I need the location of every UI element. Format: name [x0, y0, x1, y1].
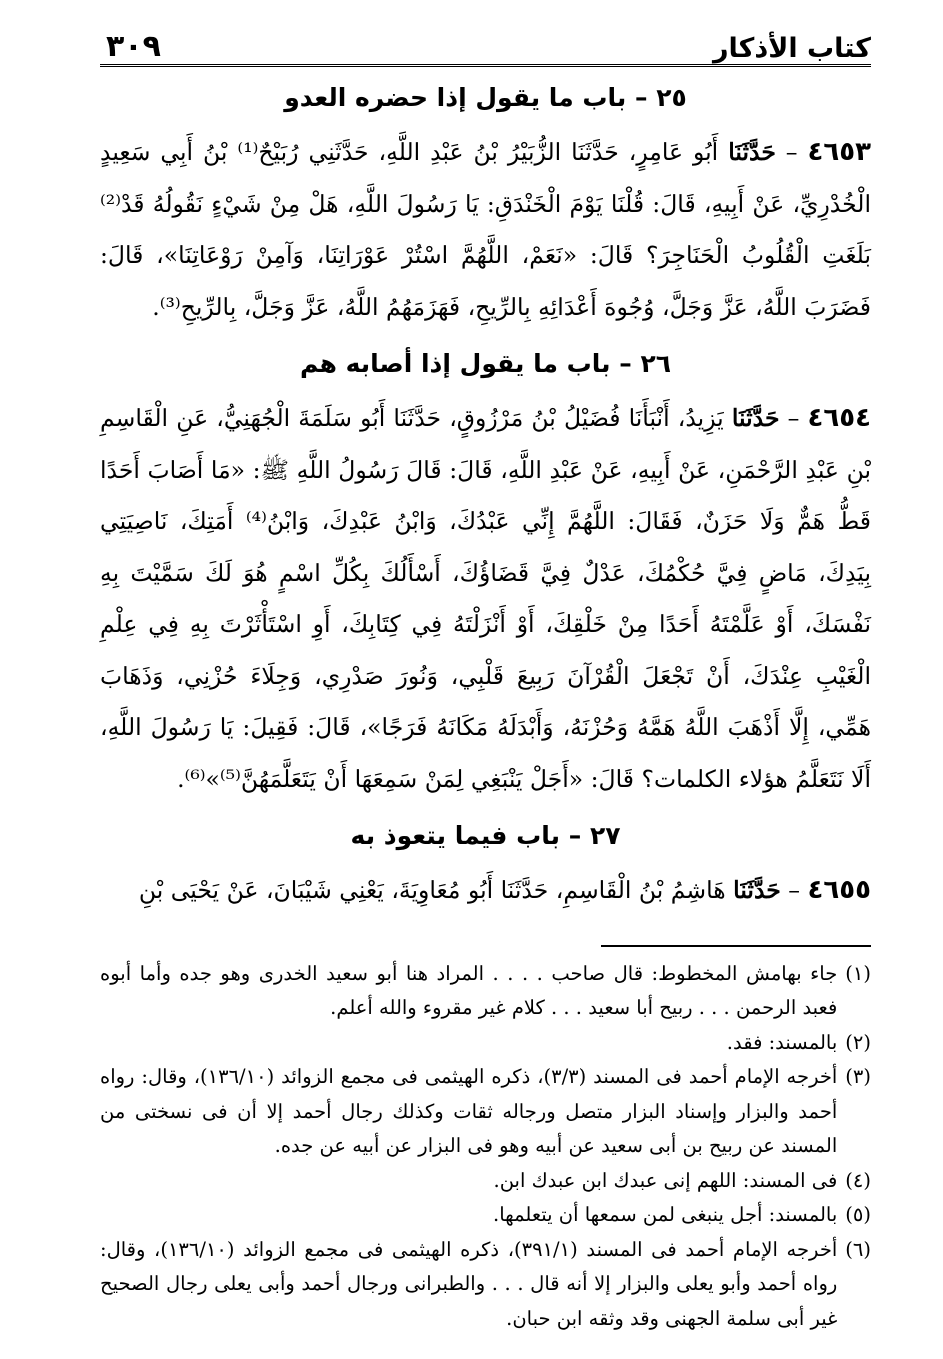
footnote-marker: (٥): [845, 1203, 871, 1226]
footnote-marker: (١): [845, 961, 871, 985]
footnote-text: بالمسند: فقد.: [726, 1030, 838, 1054]
footnote-text: بالمسند: أجل ينبغى لمن سمعها أن يتعلمها.: [493, 1203, 838, 1226]
hadith-text: أَبُو عَامِرٍ، حَدَّثَنَا الزُّبَيْرُ بْنُ عَبْدِ اللَّهِ، حَدَّثَنِي رُبَيْحٌ⁽¹⁾ بْنُ أَبِي سَعِيدٍ الْخُدْرِيِّ، عَنْ أَبِيهِ، قَالَ: قُلْنَا يَوْمَ الْخَنْدَقِ: يَا رَسُولَ اللَّهِ، هَلْ مِنْ شَيْءٍ نَقُولُهُ قَدْ⁽²⁾ بَلَغَتِ الْقُلُوبُ الْحَنَاجِرَ؟ قَالَ: «نَعَمْ، اللَّهُمَّ اسْتُرْ عَوْرَاتِنَا، وَآمِنْ رَوْعَاتِنَا»، قَالَ: فَضَرَبَ اللَّهُ، عَزَّ وَجَلَّ، وُجُوهَ أَعْدَائِهِ بِالرِّيحِ، فَهَزَمَهُمُ اللَّهُ، عَزَّ وَجَلَّ، بِالرِّيحِ⁽³⁾.: [100, 138, 871, 321]
footnote: [100, 1026, 871, 1061]
hadith-number: ٤٦٥٣: [807, 137, 871, 167]
hadith-paragraph: ٤٦٥٤ – حَدَّثَنَا يَزِيدُ، أَنْبَأَنَا فُضَيْلُ بْنُ مَرْزُوقٍ، حَدَّثَنَا أَبُو سَلَمَةَ الْجُهَنِيُّ، عَنِ الْقَاسِمِ بْنِ عَبْدِ الرَّحْمَنِ، عَنْ أَبِيهِ، عَنْ عَبْدِ اللَّهِ، قَالَ: قَالَ رَسُولُ اللَّهِ ﷺ: «مَا أَصَابَ أَحَدًا قَطُّ هَمٌّ وَلَا حَزَنٌ، فَقَالَ: اللَّهُمَّ إِنِّي عَبْدُكَ، وَابْنُ عَبْدِكَ، وَابْنُ⁽⁴⁾ أَمَتِكَ، نَاصِيَتِي بِيَدِكَ، مَاضٍ فِيَّ حُكْمُكَ، عَدْلٌ فِيَّ قَضَاؤُكَ، أَسْأَلُكَ بِكُلِّ اسْمٍ هُوَ لَكَ سَمَّيْتَ بِهِ نَفْسَكَ، أَوْ عَلَّمْتَهُ أَحَدًا مِنْ خَلْقِكَ، أَوْ أَنْزَلْتَهُ فِي كِتَابِكَ، أَوِ اسْتَأْثَرْتَ بِهِ فِي عِلْمِ الْغَيْبِ عِنْدَكَ، أَنْ تَجْعَلَ الْقُرْآنَ رَبِيعَ قَلْبِي، وَنُورَ صَدْرِي، وَجِلَاءَ حُزْنِي، وَذَهَابَ هَمِّي، إِلَّا أَذْهَبَ اللَّهُ هَمَّهُ وَحُزْنَهُ، وَأَبْدَلَهُ مَكَانَهُ فَرَجًا»، قَالَ: فَقِيلَ: يَا رَسُولَ اللَّهِ، أَلَا نَتَعَلَّمُ هؤلاء الكلمات؟ قَالَ: «أَجَلْ يَنْبَغِي لِمَنْ سَمِعَهَا أَنْ يَتَعَلَّمَهُنَّ⁽⁵⁾»⁽⁶⁾.: [100, 403, 872, 793]
footnote: [100, 1233, 871, 1337]
hadith-text: يَزِيدُ، أَنْبَأَنَا فُضَيْلُ بْنُ مَرْزُوقٍ، حَدَّثَنَا أَبُو سَلَمَةَ الْجُهَنِيُّ، عَنِ الْقَاسِمِ بْنِ عَبْدِ الرَّحْمَنِ، عَنْ أَبِيهِ، عَنْ عَبْدِ اللَّهِ، قَالَ: قَالَ رَسُولُ اللَّهِ ﷺ: «مَا أَصَابَ أَحَدًا قَطُّ هَمٌّ وَلَا حَزَنٌ، فَقَالَ: اللَّهُمَّ إِنِّي عَبْدُكَ، وَابْنُ عَبْدِكَ، وَابْنُ⁽⁴⁾ أَمَتِكَ، نَاصِيَتِي بِيَدِكَ، مَاضٍ فِيَّ حُكْمُكَ، عَدْلٌ فِيَّ قَضَاؤُكَ، أَسْأَلُكَ بِكُلِّ اسْمٍ هُوَ لَكَ سَمَّيْتَ بِهِ نَفْسَكَ، أَوْ عَلَّمْتَهُ أَحَدًا مِنْ خَلْقِكَ، أَوْ أَنْزَلْتَهُ فِي كِتَابِكَ، أَوِ اسْتَأْثَرْتَ بِهِ فِي عِلْمِ الْغَيْبِ عِنْدَكَ، أَنْ تَجْعَلَ الْقُرْآنَ رَبِيعَ قَلْبِي، وَنُورَ صَدْرِي، وَجِلَاءَ حُزْنِي، وَذَهَابَ هَمِّي، إِلَّا أَذْهَبَ اللَّهُ هَمَّهُ وَحُزْنَهُ، وَأَبْدَلَهُ مَكَانَهُ فَرَجًا»، قَالَ: فَقِيلَ: يَا رَسُولَ اللَّهِ، أَلَا نَتَعَلَّمُ هؤلاء الكلمات؟ قَالَ: «أَجَلْ يَنْبَغِي لِمَنْ سَمِعَهَا أَنْ يَتَعَلَّمَهُنَّ⁽⁵⁾»⁽⁶⁾.: [100, 404, 872, 793]
hadith-number: ٤٦٥٤: [807, 403, 871, 433]
footnote-marker: (٣): [845, 1065, 871, 1088]
footnote-marker: (٦): [845, 1237, 871, 1261]
footnote-divider: [601, 945, 871, 947]
chapter-heading: ٢٧ – باب فيما يتعوذ به: [350, 821, 621, 850]
footnote-text: جاء بهامش المخطوط: قال صاحب . . . . المراد هنا أبو سعيد الخدرى وهو جده وأما أبوه فعبد الرحمن . . . ربيح أبا سعيد . . . كلام غير مقروء والله أعلم.: [100, 961, 838, 1019]
footnote: [100, 1164, 871, 1199]
footnotes: [100, 957, 871, 1337]
narration-opening: حَدَّثَنَا: [731, 404, 780, 432]
page-number: ٣٠٩: [106, 29, 161, 64]
running-head: [100, 18, 871, 67]
footnote-text: أخرجه الإمام أحمد فى المسند (٣٩١/١)، ذكره الهيثمى فى مجمع الزوائد (١٣٦/١٠)، وقال: رواه أحمد وأبو يعلى والبزار إلا أنه قال . . . والطبرانى ورجال أحمد وأبى يعلى رجال الصحيح غير أبى سلمة الجهنى وقد وثقه ابن حبان.: [100, 1237, 838, 1330]
footnote: [100, 1198, 871, 1233]
footnote-text: أخرجه الإمام أحمد فى المسند (٣/٣)، ذكره الهيثمى فى مجمع الزوائد (١٣٦/١٠)، وقال: رواه أحمد والبزار وإسناد البزار متصل ورجاله ثقات وكذلك رجال أحمد إلا أن فى نسختى من المسند عن ربيح بن أبى سعيد عن أبيه وهو فى البزار عن أبيه عن جده.: [100, 1065, 838, 1157]
hadith-paragraph: ٤٦٥٥ – حَدَّثَنَا هَاشِمُ بْنُ الْقَاسِمِ، حَدَّثَنَا أَبُو مُعَاوِيَةَ، يَعْنِي شَيْبَانَ، عَنْ يَحْيَى بْنِ: [138, 875, 871, 905]
footnote-marker: (٢): [845, 1030, 871, 1054]
hadith-number: ٤٦٥٥: [807, 875, 871, 905]
footnote-text: فى المسند: اللهم إنى عبدك ابن عبدك ابن.: [493, 1168, 838, 1192]
narration-opening: حَدَّثَنَا: [728, 138, 776, 166]
narration-opening: حَدَّثَنَا: [733, 876, 781, 904]
footnote-marker: (٤): [845, 1168, 871, 1192]
chapter-heading: ٢٦ – باب ما يقول إذا أصابه هم: [299, 349, 672, 378]
hadith-paragraph: ٤٦٥٣ – حَدَّثَنَا أَبُو عَامِرٍ، حَدَّثَنَا الزُّبَيْرُ بْنُ عَبْدِ اللَّهِ، حَدَّثَنِي رُبَيْحٌ⁽¹⁾ بْنُ أَبِي سَعِيدٍ الْخُدْرِيِّ، عَنْ أَبِيهِ، قَالَ: قُلْنَا يَوْمَ الْخَنْدَقِ: يَا رَسُولَ اللَّهِ، هَلْ مِنْ شَيْءٍ نَقُولُهُ قَدْ⁽²⁾ بَلَغَتِ الْقُلُوبُ الْحَنَاجِرَ؟ قَالَ: «نَعَمْ، اللَّهُمَّ اسْتُرْ عَوْرَاتِنَا، وَآمِنْ رَوْعَاتِنَا»، قَالَ: فَضَرَبَ اللَّهُ، عَزَّ وَجَلَّ، وُجُوهَ أَعْدَائِهِ بِالرِّيحِ، فَهَزَمَهُمُ اللَّهُ، عَزَّ وَجَلَّ، بِالرِّيحِ⁽³⁾.: [100, 137, 871, 321]
chapter-heading: ٢٥ – باب ما يقول إذا حضره العدو: [284, 83, 687, 112]
footnote: [100, 1060, 871, 1164]
running-title: كتاب الأذكار: [713, 33, 871, 64]
footnote: [100, 957, 871, 1026]
hadith-text: هَاشِمُ بْنُ الْقَاسِمِ، حَدَّثَنَا أَبُو مُعَاوِيَةَ، يَعْنِي شَيْبَانَ، عَنْ يَحْيَى بْنِ: [138, 876, 726, 904]
